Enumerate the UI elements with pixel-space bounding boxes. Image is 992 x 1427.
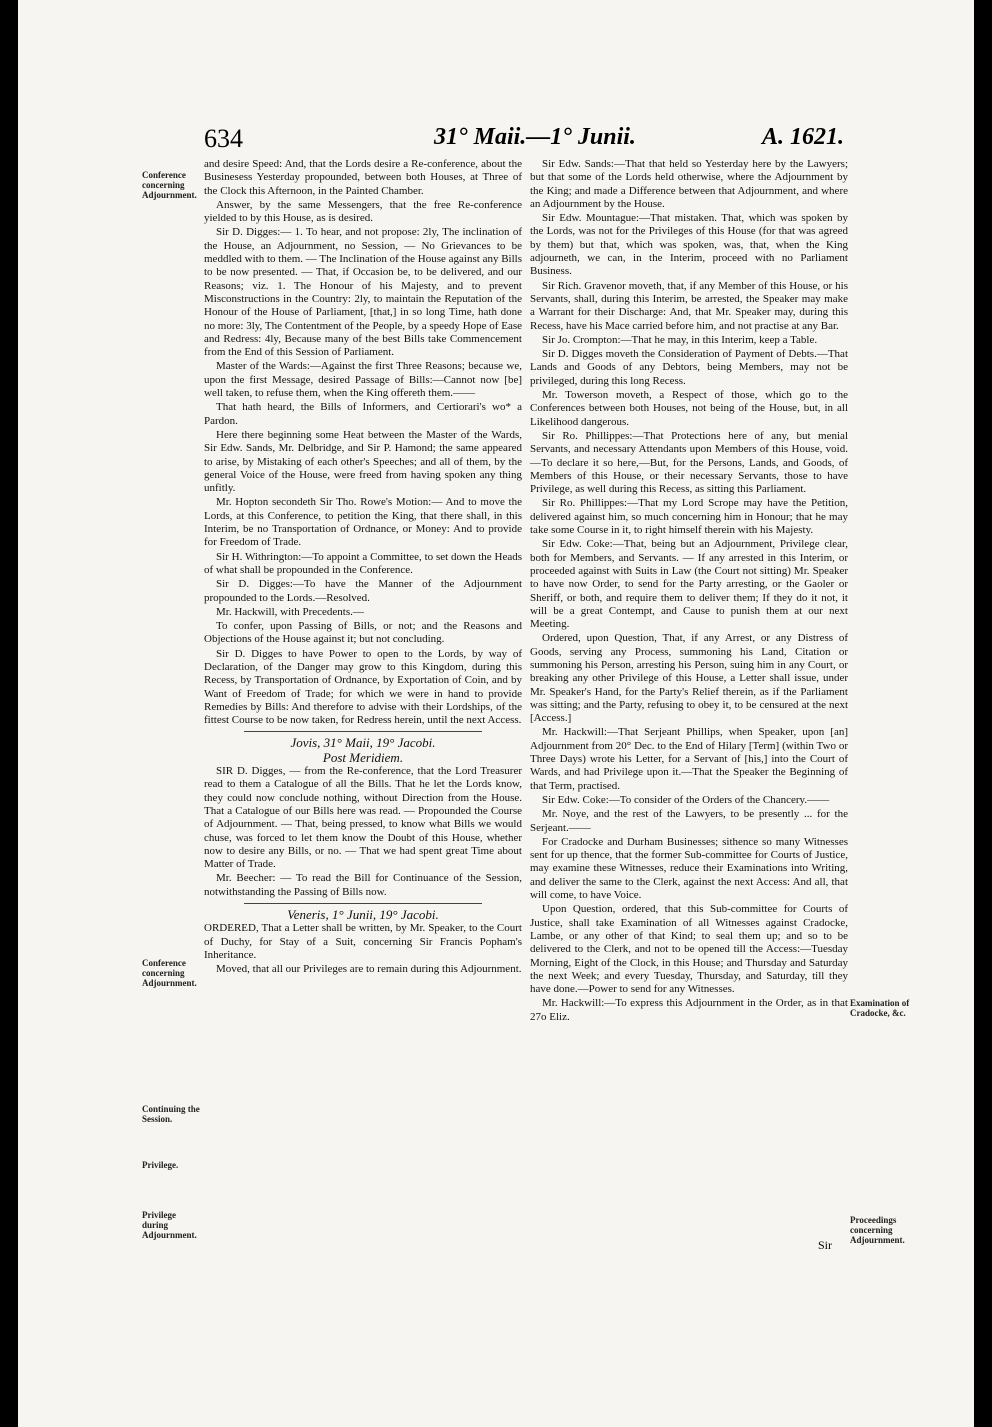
paragraph: Sir Ro. Phillippes:—That my Lord Scrope may have the Petition, delivered against him, so much concerning him in Honour; that he may take some Course in it, to right himself therein with his Majesty. <box>530 497 848 537</box>
header-date: 31° Maii.—1° Junii. <box>434 124 636 150</box>
paragraph: SIR D. Digges, — from the Re-conference, that the Lord Treasurer read to them a Catalogue of all the Bills. That he let the Lords know, they could now conclude nothing, without Direction from the House. That a Catalogue of our Bills here was read. — Propounded the Course of Adjournment. — That, being pressed, to know what Bills we would chuse, was forced to let them know the Doubt of this House, whether now to desire any Bills, or no. — That we had spent great Time about Matter of Trade. <box>204 765 522 871</box>
margin-note-left: Privilege. <box>142 1160 179 1170</box>
paragraph: Mr. Hackwill:—To express this Adjournment in the Order, as in that 27o Eliz. <box>530 997 848 1023</box>
paragraph: Sir Rich. Gravenor moveth, that, if any Member of this House, or his Servants, shall, during this Interim, be arrested, the Speaker may make a Warrant for their Discharge: And, that Mr. Speaker may, during this Recess, have his Mace carried before him, and not practise at any Bar. <box>530 279 848 332</box>
paragraph: Mr. Hopton secondeth Sir Tho. Rowe's Motion:— And to move the Lords, at this Conference, to petition the King, that there shall, in this Interim, be no Transportation of Ordnance, or Money: And to provide for Freedom of Trade. <box>204 496 522 549</box>
paragraph: Answer, by the same Messengers, that the free Re-conference yielded to by this House, as is desired. <box>204 198 522 225</box>
section-title: Veneris, 1° Junii, 19° Jacobi. <box>287 907 439 923</box>
paragraph: and desire Speed: And, that the Lords desire a Re-conference, about the Businesess Yesterday propounded, between both Houses, at Three of the Clock this Afternoon, in the Painted Chamber. <box>204 158 522 197</box>
section-title: Jovis, 31° Maii, 19° Jacobi. <box>290 735 436 751</box>
paragraph: Sir Edw. Mountague:—That mistaken. That, which was spoken by the Lords, was not for the Privileges of this House (for that was agreed by them) but that, which was spoken, was, that, when the King adjourneth, we can, in the Interim, proceed with no Parliament Business. <box>530 212 848 278</box>
paragraph: Sir Edw. Coke:—To consider of the Orders of the Chancery.—— <box>542 793 830 806</box>
paragraph: Here there beginning some Heat between the Master of the Wards, Sir Edw. Sands, Mr. Delbridge, and Sir P. Hamond; the same appeared to arise, by Mistaking of each other's Speeches; and all of them, by the general Voice of the House, were freed from having spoken any thing unfitly. <box>204 428 522 495</box>
document-page <box>18 0 974 1427</box>
paragraph: Sir Ro. Phillippes:—That Protections here of any, but menial Servants, and necessary Attendants upon Members of this House, void.—To declare it so here,—But, for the Persons, Lands, and Goods, of Members of this House, or their necessary Servants, those to have Privilege, as well during this Recess, as sitting this Parliament. <box>530 429 848 496</box>
margin-note-left: Continuing the Session. <box>142 1104 200 1124</box>
left-column <box>204 158 522 978</box>
paragraph: Mr. Noye, and the rest of the Lawyers, to be presently ... for the Serjeant.—— <box>530 808 848 834</box>
margin-note-right: Examination of Cradocke, &c. <box>850 998 910 1018</box>
paragraph: Mr. Hackwill:—That Serjeant Phillips, when Speaker, upon [an] Adjournment from 20° Dec. to the End of Hilary [Term] (within Two or Three Days) wrote his Letter, for a Servant of [his,] into the Court of Wards, and had Privilege upon it.—That the Speaker the Beginning of that Term, practised. <box>530 726 848 792</box>
paragraph: Master of the Wards:—Against the first Three Reasons; because we, upon the first Message, desired Passage of Bills:—Cannot now [be] well taken, to refuse them, when the King offereth them.—— <box>204 360 522 400</box>
margin-note-right: Proceedings concerning Adjournment. <box>850 1215 905 1245</box>
divider <box>244 731 482 732</box>
paragraph: Sir D. Digges:— 1. To hear, and not propose: 2ly, The inclination of the House, an Adjournment, no Session, — No Grievances to be meddled with to them. — The Inclination of the House against any Bills to be now presented. — That, if Occasion be, to be delivered, and our Reasons; viz. 1. The Honour of his Majesty, and to prevent Misconstructions in the Country: 2ly, to maintain the Reputation of the Honour of the House of Parliament, [that,] in so long Time, hath done no more: 3ly, The Contentment of the People, by a speedy Hope of Ease and Redress: 4ly, Because many of the best Bills take Commencement from the End of this Session of Parliament. <box>204 226 522 359</box>
paragraph: ORDERED, That a Letter shall be written, by Mr. Speaker, to the Court of Duchy, for Stay of a Suit, concerning Sir Francis Popham's Inheritance. <box>204 922 522 961</box>
paragraph: Mr. Beecher: — To read the Bill for Continuance of the Session, notwithstanding the Passing of Bills now. <box>204 872 522 898</box>
paragraph: Moved, that all our Privileges are to remain during this Adjournment. <box>216 963 522 976</box>
divider <box>244 903 482 904</box>
paragraph: Sir D. Digges to have Power to open to the Lords, by way of Declaration, of the Danger may grow to this Kingdom, during this Recess, by Transportation of Ordnance, by Exportation of Coin, and by Want of Freedom of Trade; for which we were in hand to provide Remedies by Bills: And therefore to advise with their Lordships, of the fittest Course to be now taken, for Redress herein, until the next Access. <box>204 647 522 727</box>
margin-note-left: Privilege during Adjournment. <box>142 1210 197 1240</box>
paragraph: Mr. Hackwill, with Precedents.— <box>216 605 364 618</box>
header-year: A. 1621. <box>761 124 844 150</box>
paragraph: Mr. Towerson moveth, a Respect of those, which go to the Conferences between both Houses, not being of the House, but, in all Likelihood dangerous. <box>530 389 848 428</box>
page-number: 634 <box>204 124 243 153</box>
paragraph: Sir Jo. Crompton:—That he may, in this Interim, keep a Table. <box>542 333 818 346</box>
paragraph: Sir Edw. Coke:—That, being but an Adjournment, Privilege clear, both for Members, and Servants. — If any arrested in this Interim, or proceeded against with Suits in Law (the Court not sitting) Mr. Speaker to have now Order, to send for the Party arresting, or the Gaoler or Sheriff, or both, and require them to deliver them; If they do it not, it will be a great Contempt, and Cause to punish them at our next Meeting. <box>530 538 848 631</box>
paragraph: Upon Question, ordered, that this Sub-committee for Courts of Justice, shall take Examination of all Witnesses against Cradocke, Lambe, or any other of that Kind; to seal them up; and so to be delivered to the Clerk, and not to be opened till the Access:—Tuesday Morning, Eight of the Clock, in this House; and Thursday and Saturday the next Week; and every Tuesday, Thursday, and Saturday, till they have done.—Power to send for any Witnesses. <box>530 903 848 996</box>
paragraph: Ordered, upon Question, That, if any Arrest, or any Distress of Goods, serving any Process, summoning his Land, Citation or summoning his Person, arresting his Person, suing him in any Court, or breaking any other Privilege of this House, a Letter shall issue, under Mr. Speaker's Hand, for the Party's Relief therein, as if the Parliament was sitting; and the Party, refusing to obey it, to be censured at the next [Access.] <box>530 632 848 725</box>
paragraph: To confer, upon Passing of Bills, or not; and the Reasons and Objections of the House against it; but not concluding. <box>204 620 522 646</box>
paragraph: Sir Edw. Sands:—That that held so Yesterday here by the Lawyers; but that some of the Lords held otherwise, where the Adjournment by the King; and made a Difference between that Adjournment, and where an Adjournment by the House. <box>530 158 848 210</box>
paragraph: That hath heard, the Bills of Informers, and Certiorari's wo* a Pardon. <box>204 401 522 427</box>
paragraph: Sir D. Digges moveth the Consideration of Payment of Debts.—That Lands and Goods of any Debtors, being Members, may not be privileged, during this long Recess. <box>530 348 848 387</box>
margin-note-left: Conference concerning Adjournment. <box>142 958 197 988</box>
paragraph: Sir H. Withrington:—To appoint a Committee, to set down the Heads of what shall be propounded in the Conference. <box>204 550 522 576</box>
paragraph: For Cradocke and Durham Businesses; sithence so many Witnesses sent for up thence, that the former Sub-committee for Courts of Justice, may examine these Witnesses, reduce their Examinations into Writing, and deliver the same to the Clerk, against the next Access: And all, that will come, to have Voice. <box>530 835 848 902</box>
margin-note-left: Conference concerning Adjournment. <box>142 170 197 200</box>
section-subtitle: Post Meridiem. <box>322 749 404 765</box>
right-column <box>530 158 848 1025</box>
paragraph: Sir D. Digges:—To have the Manner of the Adjournment propounded to the Lords.—Resolved. <box>204 578 522 604</box>
catchword: Sir <box>818 1238 833 1252</box>
